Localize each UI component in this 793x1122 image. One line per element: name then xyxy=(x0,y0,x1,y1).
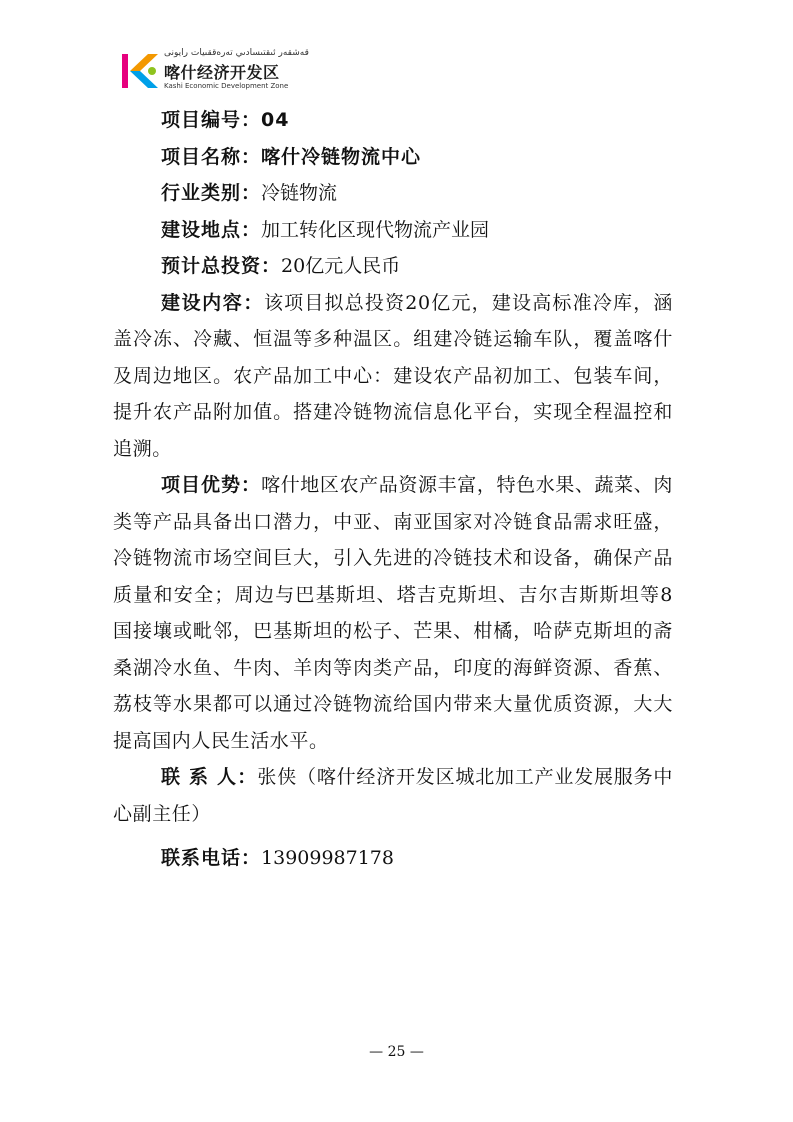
investment-label: 预计总投资： xyxy=(161,255,282,277)
phone-row xyxy=(113,840,673,877)
industry-label: 行业类别： xyxy=(161,182,262,204)
kashi-edz-logo xyxy=(118,46,309,96)
location-label: 建设地点： xyxy=(161,218,262,241)
logo-english-text: Kashi Economic Development Zone xyxy=(164,82,289,90)
advantage-paragraph xyxy=(113,467,673,759)
project-name-label: 项目名称： xyxy=(161,145,262,168)
project-number-label: 项目编号： xyxy=(161,109,262,131)
advantage-text: 喀什地区农产品资源丰富，特色水果、蔬菜、肉类等产品具备出口潜力，中亚、南亚国家对冷链食品需求旺盛，冷链物流市场空间巨大，引入先进的冷链技术和设备，确保产品质量和安全；周边与巴基斯坦、塔吉克斯坦、吉尔吉斯斯坦等8国接壤或毗邻，巴基斯坦的松子、芒果、柑橘，哈萨克斯坦的斋桑湖冷水鱼、牛肉、羊肉等肉类产品，印度的海鲜资源、香蕉、荔枝等水果都可以通过冷链物流给国内带来大量优质资源，大大提高国内人民生活水平。 xyxy=(113,474,673,752)
project-name-value: 喀什冷链物流中心 xyxy=(261,145,422,168)
project-number-row xyxy=(113,102,673,139)
contact-paragraph xyxy=(113,759,673,832)
logo-chinese-text: 喀什经济开发区 xyxy=(164,63,280,82)
contact-label: 联 系 人： xyxy=(161,766,258,788)
construction-content-paragraph xyxy=(113,285,673,468)
construction-content-text: 该项目拟总投资20亿元，建设高标准冷库，涵盖冷冻、冷藏、恒温等多种温区。组建冷链运输车队，覆盖喀什及周边地区。农产品加工中心：建设农产品初加工、包装车间，提升农产品附加值。搭建冷链物流信息化平台，实现全程温控和追溯。 xyxy=(113,291,673,460)
logo-uyghur-text: قەشقەر ئىقتىسادىي تەرەققىيات رايونى xyxy=(164,48,309,58)
contact-text: 张侠（喀什经济开发区城北加工产业发展服务中心副主任） xyxy=(113,766,673,825)
investment-value: 20亿元人民币 xyxy=(281,255,401,277)
phone-label: 联系电话： xyxy=(161,847,262,869)
location-row xyxy=(113,212,673,249)
project-details xyxy=(113,102,673,877)
project-name-row xyxy=(113,139,673,176)
industry-value: 冷链物流 xyxy=(261,182,338,204)
industry-row xyxy=(113,175,673,212)
investment-row xyxy=(113,248,673,285)
phone-value: 13909987178 xyxy=(261,847,394,869)
location-value: 加工转化区现代物流产业园 xyxy=(261,218,490,241)
project-number-value: 04 xyxy=(261,109,290,131)
kashi-logo-mark-icon xyxy=(118,50,162,92)
page-number: — 25 — xyxy=(369,1044,424,1060)
construction-content-label: 建设内容： xyxy=(161,291,264,314)
advantage-label: 项目优势： xyxy=(161,474,262,496)
